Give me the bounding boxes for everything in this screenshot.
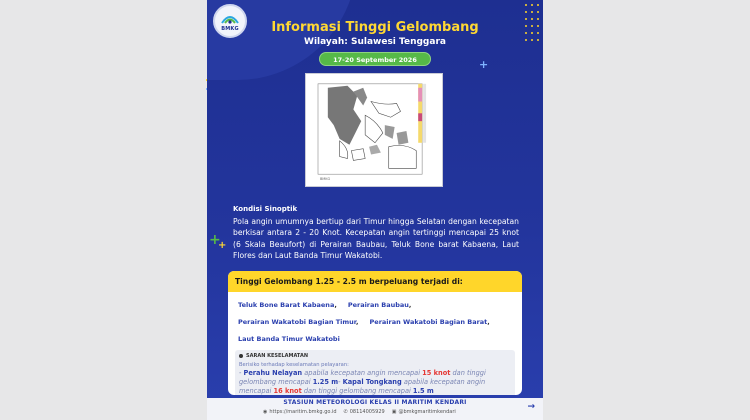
phone-link[interactable]: ✆ 08114005929 — [343, 409, 385, 415]
area-list — [228, 292, 522, 345]
kondisi-heading: Kondisi Sinoptik — [233, 205, 298, 213]
safety-advice-box — [235, 350, 515, 395]
social-link[interactable]: ▣ @bmkgmaritimkendari — [391, 409, 456, 415]
card-heading: Tinggi Gelombang 1.25 - 2.5 m berpeluang terjadi di: — [228, 271, 522, 292]
poster-title: Informasi Tinggi Gelombang — [271, 20, 479, 35]
logo-text: BMKG — [221, 25, 239, 32]
area-row — [235, 316, 515, 328]
website-link[interactable]: ◉ https://maritim.bmkg.go.id — [263, 409, 337, 415]
kondisi-text: Pola angin umumnya bertiup dari Timur hingga Selatan dengan kecepatan berkisar antara 2 - 20 Knot. Kecepatan angin tertinggi mencapai 25 knot (6 Skala Beaufort) di Perairan Baubau, Teluk Bone barat Kabaena, Laut Flores dan Laut Banda Timur Wakatobi. — [233, 217, 519, 261]
arrow-right-icon[interactable]: → — [527, 402, 535, 412]
plus-icon: + — [209, 232, 221, 248]
wave-map-graphic — [306, 74, 442, 186]
bullet-icon — [239, 354, 243, 358]
safety-heading: SARAN KESELAMATAN — [239, 353, 511, 359]
contact-links — [263, 409, 456, 415]
info-poster — [207, 0, 543, 420]
area-row — [235, 333, 515, 345]
wave-height-map — [305, 73, 443, 187]
area-item: Teluk Bone Barat Kabaena, — [238, 301, 337, 309]
plus-icon: + — [479, 58, 489, 71]
poster-footer — [207, 398, 543, 420]
station-name: STASIUN METEOROLOGI KELAS II MARITIM KENDARI — [283, 399, 467, 406]
globe-icon: ◉ — [263, 409, 268, 415]
date-range-badge: 17-20 September 2026 — [319, 52, 431, 66]
poster-subtitle: Wilayah: Sulawesi Tenggara — [304, 37, 446, 47]
plus-icon: + — [218, 240, 227, 251]
svg-text:BMKG: BMKG — [319, 177, 331, 182]
wave-area-card — [228, 271, 522, 395]
area-row — [235, 299, 515, 311]
instagram-icon: ▣ — [391, 409, 397, 415]
area-item: Perairan Baubau, — [347, 301, 412, 309]
area-item: Laut Banda Timur Wakatobi — [238, 335, 340, 343]
safety-subheading: Berisiko terhadap keselamatan pelayaran: — [239, 362, 349, 368]
safety-text: - Perahu Nelayan apabila kecepatan angin mencapai 15 knot dan tinggi gelombang mencapai 1.25 m- Kapal Tongkang apabila kecepatan angin mencapai 16 knot dan tinggi gelombang mencapai 1.5 m — [239, 369, 486, 395]
phone-icon: ✆ — [343, 409, 348, 415]
area-item: Perairan Wakatobi Bagian Timur, — [238, 318, 359, 326]
area-item: Perairan Wakatobi Bagian Barat, — [369, 318, 490, 326]
